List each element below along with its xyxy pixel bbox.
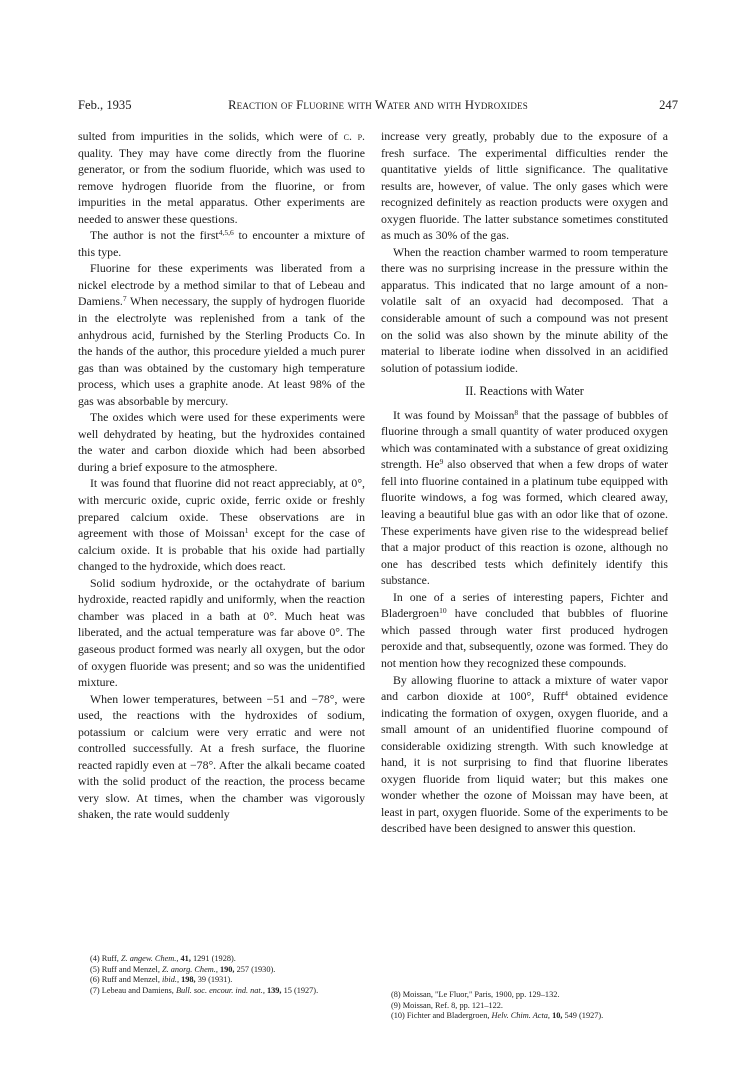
paragraph: When the reaction chamber warmed to room temperature there was no surprising increase in the pressure within the apparatus. This indicated that no large amount of a non-volatile salt of an oxyacid had decomposed. That a considerable amount of such a compound was not present on the solid was also shown by the minute ability of the material to liberate iodine when dissolved in an acidified solution of potassium iodide.: [381, 244, 668, 375]
section-heading: II. Reactions with Water: [465, 384, 584, 399]
paragraph: When lower temperatures, between −51 and −78°, were used, the reactions with the hydroxides of sodium, potassium or calcium were very erratic and were not controlled successfully. At a fresh surface, the fluorine reacted rapidly even at −78°. After the alkali became coated with the solid product of the reaction, the process became very slow. At times, when the chamber was vigorously shaken, the rate would suddenly: [78, 691, 365, 822]
paragraph: increase very greatly, probably due to the exposure of a fresh surface. The experimental difficulties render the quantitative yields of little significance. The qualitative results are, however, of value. The only gases which were recognized definitely as reaction products were oxygen and oxygen fluoride. The latter substance sometimes constituted as much as 30% of the gas.: [381, 129, 668, 243]
citation-sup: 4: [564, 689, 569, 699]
citation-sup: 9: [439, 457, 444, 467]
footnote: (9) Moissan, Ref. 8, pp. 121–122.: [391, 1000, 503, 1010]
footnote: (6) Ruff and Menzel, ibid., 198, 39 (1931).: [90, 975, 233, 985]
paragraph: Solid sodium hydroxide, or the octahydrate of barium hydroxide, reacted rapidly and uniformly, when the reaction chamber was placed in a bath at 0°. Much heat was liberated, and the actual temperature was far above 0°. The gaseous product formed was nearly all oxygen, but the odor of oxygen fluoride was present; and so was the unidentified mixture.: [78, 575, 365, 690]
citation-sup: 10: [439, 606, 447, 616]
footnote: (7) Lebeau and Damiens, Bull. soc. encour. ind. nat., 139, 15 (1927).: [90, 985, 319, 995]
citation-sup: 1: [244, 526, 249, 536]
footnote: (8) Moissan, "Le Fluor," Paris, 1900, pp. 129–132.: [391, 990, 560, 999]
running-header: [78, 98, 678, 116]
footnotes-left: [90, 954, 318, 996]
paragraph: sulted from impurities in the solids, which were of c. p. quality. They may have come directly from the fluorine generator, or from the sodium fluoride, which was used to remove hydrogen fluoride from the fluorine, or from impurities in the metal apparatus. Other experiments are needed to answer these questions.: [78, 129, 365, 226]
left-column: [78, 128, 365, 823]
paragraph: The oxides which were used for these experiments were well dehydrated by heating, but the hydroxides contained the water and carbon dioxide which had been absorbed during a brief exposure to the atmosphere.: [78, 410, 365, 474]
paragraph: The author is not the first$^{4,5,6}$ to encounter a mixture of this type.: [78, 228, 365, 259]
footnote: (4) Ruff, Z. angew. Chem., 41, 1291 (1928).: [90, 954, 236, 963]
page-number: 247: [659, 98, 678, 112]
paragraph: In one of a series of interesting papers, Fichter and Bladergroen$^{10}$ have concluded that bubbles of fluorine which passed through water first produced hydrogen peroxide and that, subsequently, ozone was formed. They do not mention how they recognized these compounds.: [381, 589, 668, 670]
paragraph: By allowing fluorine to attack a mixture of water vapor and carbon dioxide at 100°, Ruff$^4$ obtained evidence indicating the formation of oxygen, oxygen fluoride, and a small amount of an unidentified fluorine compound of considerable oxidizing strength. With such knowledge at hand, it is not surprising to find that fluorine liberates oxygen fluoride from liquid water; but this makes one wonder whether the ozone of Moissan may have been, at least in part, oxygen fluoride. Some of the experiments to be described have been designed to answer this question.: [381, 672, 668, 836]
right-column: [381, 128, 668, 837]
footnote: (5) Ruff and Menzel, Z. anorg. Chem., 190, 257 (1930).: [90, 964, 276, 974]
footnote: (10) Fichter and Bladergroen, Helv. Chim. Acta, 10, 549 (1927).: [391, 1011, 604, 1021]
footnotes-right: [391, 990, 603, 1022]
citation-sup: 4,5,6: [218, 228, 234, 238]
citation-sup: 8: [514, 407, 519, 417]
paragraph: It was found that fluorine did not react appreciably, at 0°, with mercuric oxide, cupric oxide, ferric oxide or freshly prepared calcium oxide. These observations are in agreement with those of Moissan$^1$ except for the case of calcium oxide. It is probable that his oxide had partially changed to the hydroxide, which does react.: [78, 476, 365, 574]
journal-date: Feb., 1935: [78, 98, 132, 112]
citation-sup: 7: [122, 294, 127, 304]
running-title: Reaction of Fluorine with Water and with Hydroxides: [228, 98, 528, 112]
paragraph: Fluorine for these experiments was liberated from a nickel electrode by a method similar to that of Lebeau and Damiens.$^7$ When necessary, the supply of hydrogen fluoride in the electrolyte was replenished from a tank of the anhydrous acid, furnished by the Sterling Products Co. In the hands of the author, this procedure yielded a much purer gas than was obtained by the customary high temperature process, which uses a graphite anode. At least 98% of the gas was absorbable by mercury.: [78, 261, 365, 408]
paragraph: It was found by Moissan$^8$ that the passage of bubbles of fluorine through a small quantity of water produced oxygen which was contaminated with a substance of great oxidizing strength. He$^9$ also observed that when a few drops of water fell into fluorine contained in a platinum tube equipped with fluorite windows, a fog was formed, which cleared away, leaving a beautiful blue gas with an odor like that of ozone. These experiments have given rise to the widespread belief that a major product of this reaction is ozone, although no one has described tests which definitely identify this substance.: [381, 407, 668, 588]
